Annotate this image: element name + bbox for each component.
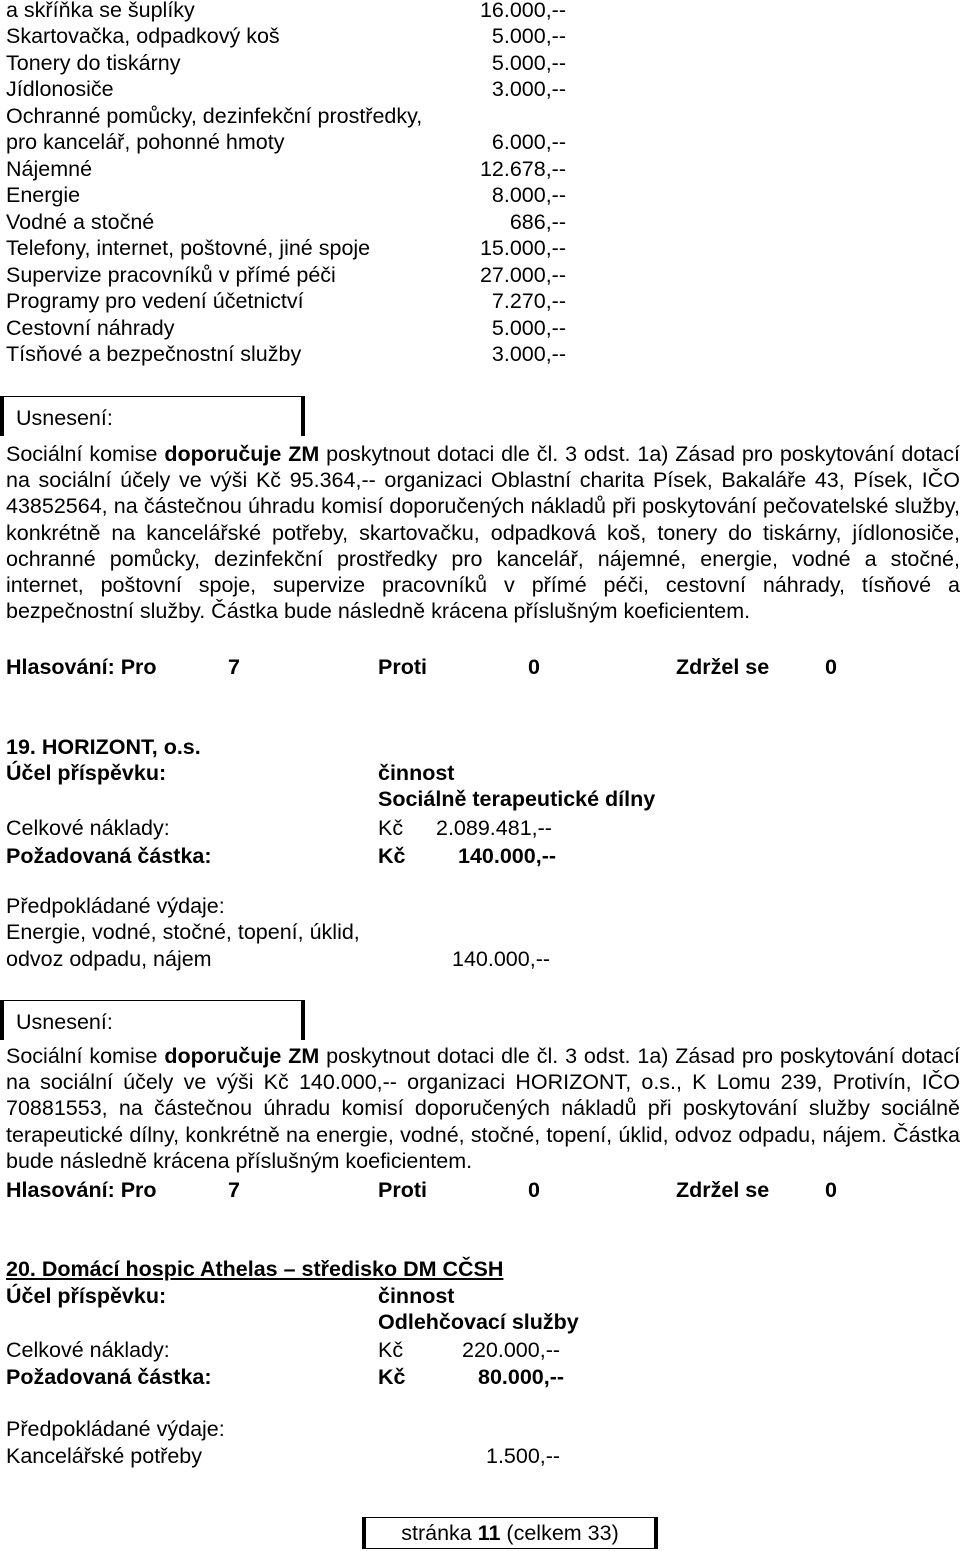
request-label: Požadovaná částka: (6, 1365, 212, 1389)
budget-item-amount: 3.000,-- (491, 77, 566, 101)
costs-currency: Kč (378, 816, 404, 840)
budget-item-amount: 5.000,-- (491, 51, 566, 75)
expense-line: Energie, vodné, stočné, topení, úklid, (6, 920, 360, 944)
purpose-detail: Odlehčovací služby (378, 1310, 579, 1334)
budget-item-label: Supervize pracovníků v přímé péči (6, 263, 336, 287)
expense-line: odvoz odpadu, nájem (6, 947, 212, 971)
budget-item-label: Ochranné pomůcky, dezinfekční prostředky, (6, 104, 423, 128)
budget-item-label: Jídlonosiče (6, 77, 114, 101)
costs-currency: Kč (378, 1338, 404, 1362)
costs-label: Celkové náklady: (6, 1338, 170, 1362)
budget-item-label: Telefony, internet, poštovné, jiné spoje (6, 236, 371, 260)
purpose-label: Účel příspěvku: (6, 761, 167, 785)
expected-label: Předpokládané výdaje: (6, 894, 225, 918)
expected-label: Předpokládané výdaje: (6, 1417, 225, 1441)
purpose-detail: Sociálně terapeutické dílny (378, 787, 656, 811)
expense-line: Kancelářské potřeby (6, 1444, 202, 1468)
purpose-label: Účel příspěvku: (6, 1284, 167, 1308)
purpose-value: činnost (378, 1284, 455, 1308)
request-value: 140.000,-- (458, 844, 557, 868)
budget-item-amount: 5.000,-- (491, 316, 566, 340)
budget-item-amount: 3.000,-- (491, 342, 566, 366)
budget-item-amount: 7.270,-- (491, 289, 566, 313)
page-number: 11 (477, 1521, 501, 1545)
budget-item-amount: 12.678,-- (479, 157, 566, 181)
budget-item-label: Nájemné (6, 157, 93, 181)
resolution-text: Sociální komise doporučuje ZM poskytnout dotaci dle čl. 3 odst. 1a) Zásad pro poskytování dotací na sociální účely ve výši Kč 95.364,-- organizaci Oblastní charita Písek, Bakaláře 43, Písek, IČO 43852564, na částečnou úhradu komisí doporučených nákladů při poskytování pečovatelské služby, konkrétně na kancelářské potřeby, skartovačku, odpadková koš, tonery do tiskárny, jídlonosiče, ochranné pomůcky, dezinfekční prostředky pro kancelář, nájemné, energie, vodné a stočné, internet, poštovní spoje, supervize pracovníků v přímé péči, cestovní náhrady, tísňové a bezpečnostní služby. Částka bude následně krácena příslušným koeficientem. (6, 442, 960, 624)
request-value: 80.000,-- (478, 1365, 565, 1389)
budget-item-amount: 6.000,-- (491, 130, 566, 154)
expense-amount: 140.000,-- (452, 947, 551, 971)
resolution-box (0, 1000, 305, 1040)
resolution-text: Sociální komise doporučuje ZM poskytnout dotaci dle čl. 3 odst. 1a) Zásad pro poskytování dotací na sociální účely ve výši Kč 140.000,-- organizaci HORIZONT, o.s., K Lomu 239, Protivín, IČO 70881553, na částečnou úhradu komisí doporučených nákladů při poskytování služby sociálně terapeutické dílny, konkrétně na energie, vodné, stočné, topení, úklid, odvoz odpadu, nájem. Částka bude následně krácena příslušným koeficientem. (6, 1044, 960, 1173)
budget-item-label: Energie (6, 183, 81, 207)
page-footer: stránka 11 (celkem 33) (362, 1517, 658, 1549)
budget-item-label: Tonery do tiskárny (6, 51, 181, 75)
budget-item-amount: 27.000,-- (479, 263, 566, 287)
request-currency: Kč (378, 844, 406, 868)
budget-item-amount: 15.000,-- (479, 236, 566, 260)
costs-label: Celkové náklady: (6, 816, 170, 840)
costs-value: 2.089.481,-- (436, 816, 552, 840)
budget-item-label: Skartovačka, odpadkový koš (6, 24, 280, 48)
request-currency: Kč (378, 1365, 406, 1389)
budget-item-label: Vodné a stočné (6, 210, 155, 234)
budget-item-amount: 8.000,-- (491, 183, 566, 207)
budget-item-amount: 5.000,-- (491, 24, 566, 48)
request-label: Požadovaná částka: (6, 844, 212, 868)
resolution-box (0, 396, 305, 436)
budget-item-label: a skříňka se šuplíky (6, 0, 195, 22)
budget-item-label: Cestovní náhrady (6, 316, 175, 340)
org-title: 19. HORIZONT, o.s. (6, 735, 201, 759)
resolution-verb: doporučuje ZM (164, 442, 320, 466)
budget-item-label: Tísňové a bezpečnostní služby (6, 342, 302, 366)
budget-item-amount: 16.000,-- (479, 0, 566, 22)
budget-item-label: Programy pro vedení účetnictví (6, 289, 304, 313)
resolution-label: Usnesení: (16, 1010, 113, 1034)
org-title: 20. Domácí hospic Athelas – středisko DM CČSH (6, 1257, 504, 1281)
budget-item-amount: 686,-- (509, 210, 566, 234)
budget-item-label: pro kancelář, pohonné hmoty (6, 130, 285, 154)
costs-value: 220.000,-- (462, 1338, 561, 1362)
resolution-label: Usnesení: (16, 406, 113, 430)
expense-amount: 1.500,-- (486, 1444, 561, 1468)
resolution-verb: doporučuje ZM (164, 1044, 320, 1068)
purpose-value: činnost (378, 761, 455, 785)
